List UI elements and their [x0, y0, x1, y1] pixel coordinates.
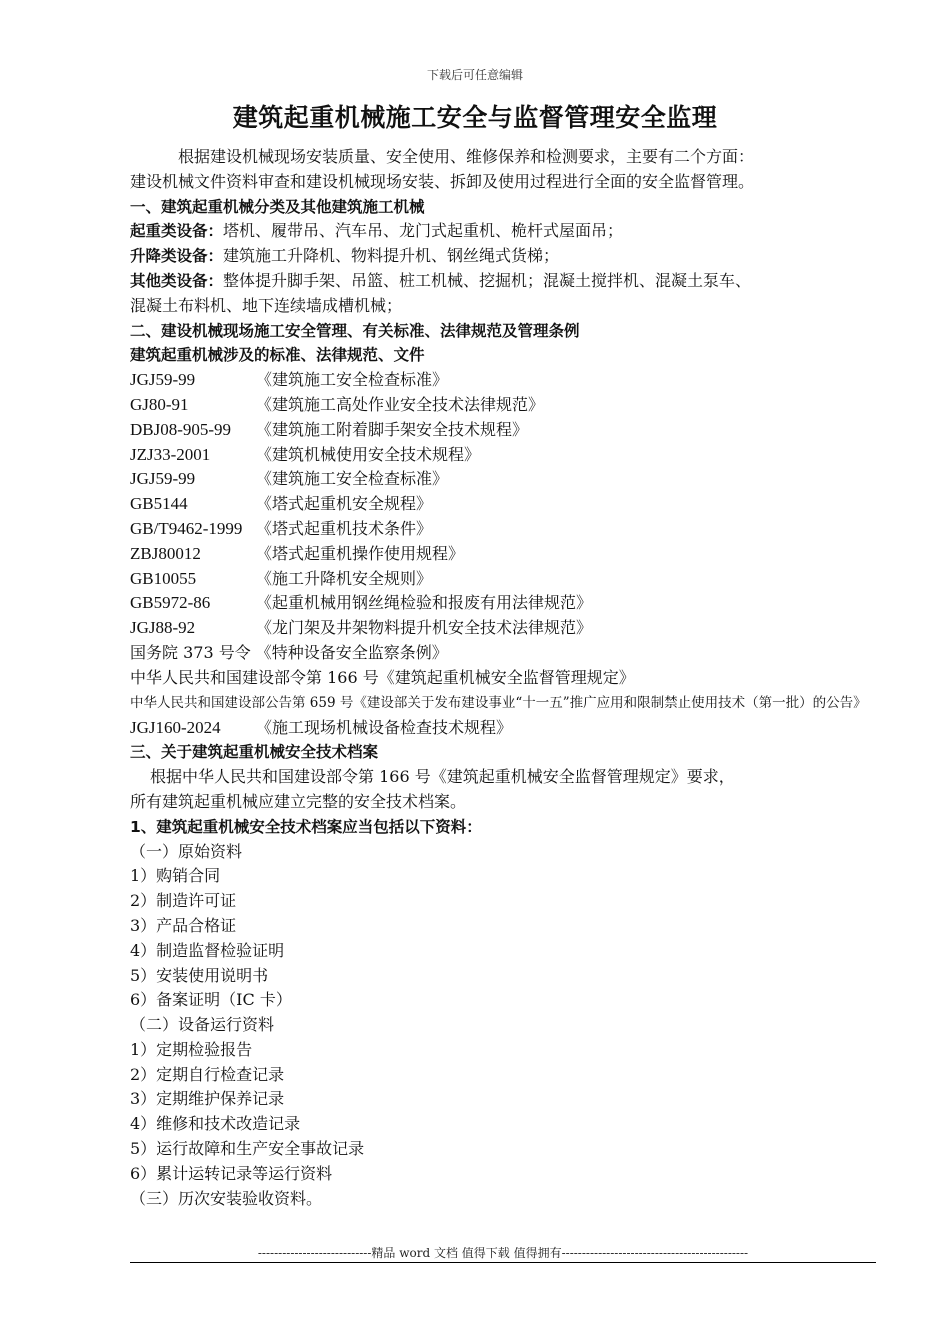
standard-code: GB10055 — [130, 568, 197, 588]
document-body — [130, 145, 890, 1211]
list-item: 6）累计运转记录等运行资料 — [130, 1163, 333, 1183]
standard-row — [130, 492, 890, 517]
standard-name: 《建筑施工安全检查标准》 — [256, 370, 449, 390]
section-3-heading: 三、关于建筑起重机械安全技术档案 — [130, 743, 379, 762]
footer-divider — [130, 1262, 876, 1263]
standard-name: 《施工现场机械设备检查技术规程》 — [256, 717, 513, 737]
equipment-item — [130, 269, 890, 294]
list-item: 3）定期维护保养记录 — [130, 1089, 285, 1109]
section-2-heading: 二、建设机械现场施工安全管理、有关标准、法律规范及管理条例 — [130, 321, 580, 340]
standard-code: JZJ33-2001 — [130, 444, 211, 464]
standard-code: ZBJ80012 — [130, 543, 201, 563]
equipment-label: 其他类设备： — [130, 271, 224, 290]
standard-name: 《建筑施工高处作业安全技术法律规范》 — [256, 394, 545, 414]
standard-name: 《塔式起重机安全规程》 — [256, 494, 433, 514]
standard-name: 《龙门架及井架物料提升机安全技术法律规范》 — [256, 618, 593, 638]
standard-row — [130, 393, 890, 418]
list-item: 2）定期自行检查记录 — [130, 1064, 285, 1084]
equipment-item — [130, 219, 890, 244]
standard-row — [130, 517, 890, 542]
standard-name: 《塔式起重机技术条件》 — [256, 518, 433, 538]
standard-code: JGJ59-99 — [130, 370, 196, 390]
group-title: （二）设备运行资料 — [130, 1015, 275, 1035]
header-note: 下载后可任意编辑 — [426, 68, 523, 82]
standard-name: 《建筑机械使用安全技术规程》 — [256, 444, 481, 464]
list-item: 6）备案证明（IC 卡） — [130, 990, 292, 1010]
standard-row — [130, 542, 890, 567]
standard-name: 《起重机械用钢丝绳检验和报废有用法律规范》 — [256, 593, 593, 613]
group-title: （一）原始资料 — [130, 841, 243, 861]
document-title: 建筑起重机械施工安全与监督管理安全监理 — [232, 103, 718, 132]
standard-row — [130, 467, 890, 492]
standard-name: 《建筑施工安全检查标准》 — [256, 469, 449, 489]
standard-row — [130, 418, 890, 443]
standard-row — [130, 567, 890, 592]
notice-paragraph: 中华人民共和国建设部公告第 659 号《建设部关于发布建设事业“十一五”推广应用和限制禁止使用技术（第一批）的公告》 — [130, 694, 867, 711]
standard-row — [130, 368, 890, 393]
list-item: 2）制造许可证 — [130, 891, 237, 911]
standard-row — [130, 443, 890, 468]
list-item: 4）制造监督检验证明 — [130, 940, 285, 960]
equipment-label: 起重类设备： — [130, 222, 224, 241]
group-title: （三）历次安装验收资料。 — [130, 1188, 323, 1208]
section-3-subheading: 1、建筑起重机械安全技术档案应当包括以下资料： — [130, 817, 482, 836]
standard-code: GB5972-86 — [130, 593, 211, 613]
standard-name: 《建筑施工附着脚手架安全技术规程》 — [256, 419, 529, 439]
equipment-text: 整体提升脚手架、吊篮、桩工机械、挖掘机；混凝土搅拌机、混凝土泵车、 — [223, 270, 752, 290]
equipment-label: 升降类设备： — [130, 247, 224, 266]
standard-code: JGJ160-2024 — [130, 717, 221, 737]
list-item: 5）运行故障和生产安全事故记录 — [130, 1139, 365, 1159]
list-item: 1）购销合同 — [130, 866, 221, 886]
standard-row — [130, 716, 890, 741]
equipment-text: 塔机、履带吊、汽车吊、龙门式起重机、桅杆式屋面吊； — [223, 221, 624, 241]
decree-line: 国务院 373 号令 《特种设备安全监察条例》 — [130, 642, 448, 662]
intro-line-2: 建设机械文件资料审查和建设机械现场安装、拆卸及使用过程进行全面的安全监督管理。 — [130, 171, 755, 191]
section-1-heading: 一、建筑起重机械分类及其他建筑施工机械 — [130, 197, 425, 216]
list-item: 5）安装使用说明书 — [130, 965, 269, 985]
standard-name: 《施工升降机安全规则》 — [256, 568, 433, 588]
equipment-continuation: 混凝土布料机、地下连续墙成槽机械； — [130, 295, 403, 315]
list-item: 1）定期检验报告 — [130, 1039, 253, 1059]
standard-row — [130, 616, 890, 641]
decree-line: 中华人民共和国建设部令第 166 号《建筑起重机械安全监督管理规定》 — [130, 667, 635, 687]
section-3-para-line-2: 所有建筑起重机械应建立完整的安全技术档案。 — [130, 791, 467, 811]
standard-code: JGJ59-99 — [130, 469, 196, 489]
section-2-subheading: 建筑起重机械涉及的标准、法律规范、文件 — [130, 346, 425, 365]
list-item: 4）维修和技术改造记录 — [130, 1114, 301, 1134]
intro-line-1: 根据建设机械现场安装质量、安全使用、维修保养和检测要求，主要有二个方面： — [178, 147, 755, 166]
standard-code: DBJ08-905-99 — [130, 419, 232, 439]
standard-row — [130, 591, 890, 616]
standard-code: GJ80-91 — [130, 394, 189, 414]
standard-code: GB/T9462-1999 — [130, 518, 243, 538]
standard-code: JGJ88-92 — [130, 618, 196, 638]
section-3-para-line-1: 根据中华人民共和国建设部令第 166 号《建筑起重机械安全监督管理规定》要求， — [150, 767, 735, 787]
standard-code: GB5144 — [130, 494, 188, 514]
equipment-text: 建筑施工升降机、物料提升机、钢丝绳式货梯； — [223, 246, 560, 266]
standard-name: 《塔式起重机操作使用规程》 — [256, 543, 465, 563]
equipment-item — [130, 244, 890, 269]
footer-note: ----------------------------精品 word 文档 值得下载 值得拥有---------------------------------------------- — [257, 1246, 749, 1260]
list-item: 3）产品合格证 — [130, 915, 237, 935]
